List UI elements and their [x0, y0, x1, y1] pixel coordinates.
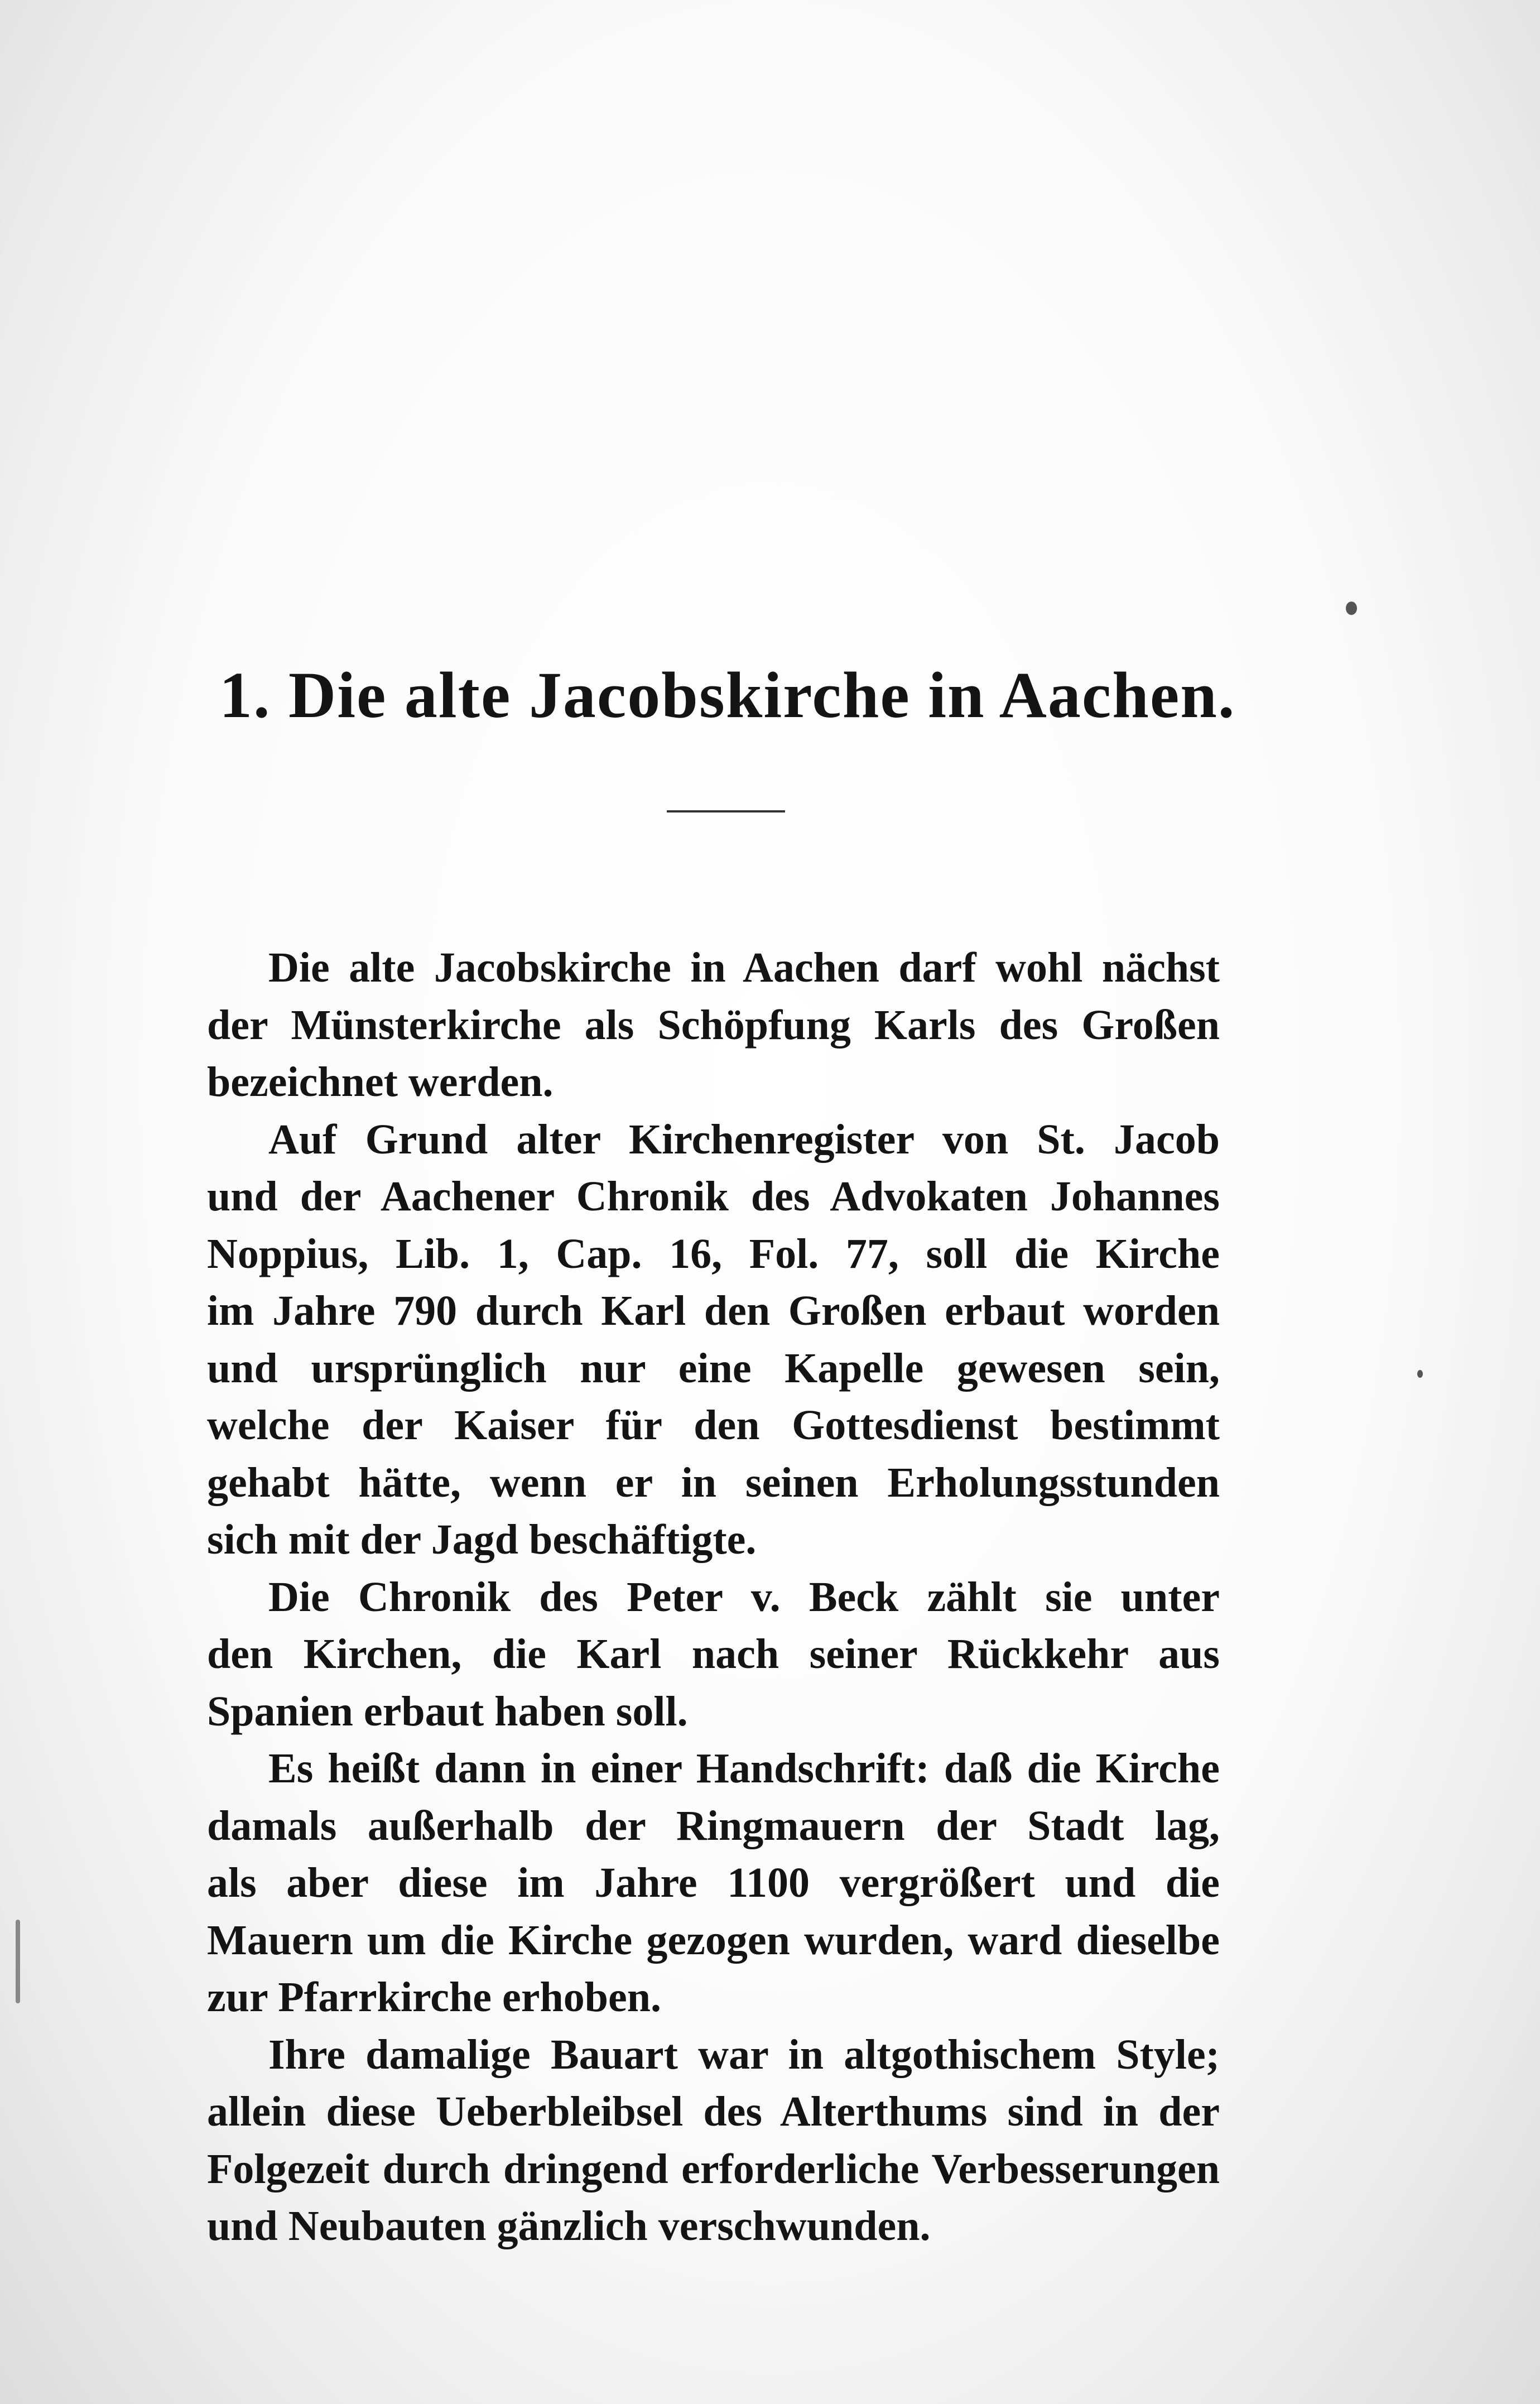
text-line: und der Aachener Chronik des Advokaten Johannes	[207, 1173, 1220, 1220]
text-line: Ihre damalige Bauart war in altgothischem Style;	[268, 2031, 1220, 2078]
text-line: Mauern um die Kirche gezogen wurden, ward dieselbe	[207, 1916, 1220, 1964]
text-line: als aber diese im Jahre 1100 vergrößert und die	[207, 1859, 1220, 1906]
paragraph	[207, 1740, 1220, 2026]
ink-speck	[1346, 602, 1357, 615]
text-line: allein diese Ueberbleibsel des Alterthums sind in der	[207, 2088, 1220, 2135]
text-line: zur Pfarrkirche erhoben.	[207, 1974, 662, 2021]
text-line: der Münsterkirche als Schöpfung Karls des Großen	[207, 1001, 1220, 1049]
text-line: Die Chronik des Peter v. Beck zählt sie unter	[268, 1573, 1220, 1621]
text-line: und ursprünglich nur eine Kapelle gewesen sein,	[207, 1344, 1220, 1392]
paragraph	[207, 939, 1220, 1111]
paragraph	[207, 1569, 1220, 1741]
paragraph	[207, 1111, 1220, 1569]
text-line: Die alte Jacobskirche in Aachen darf wohl nächst	[268, 944, 1220, 991]
text-line: damals außerhalb der Ringmauern der Stadt lag,	[207, 1802, 1220, 1849]
text-line: Auf Grund alter Kirchenregister von St. Jacob	[268, 1116, 1220, 1163]
text-line: bezeichnet werden.	[207, 1059, 554, 1105]
chapter-title: 1. Die alte Jacobskirche in Aachen.	[219, 658, 1236, 732]
text-line: Spanien erbaut haben soll.	[207, 1687, 688, 1735]
text-line: und Neubauten gänzlich verschwunden.	[207, 2203, 931, 2249]
ink-speck	[16, 1920, 20, 2003]
ink-speck	[1417, 1370, 1423, 1378]
text-line: Noppius, Lib. 1, Cap. 16, Fol. 77, soll die Kirche	[207, 1230, 1220, 1277]
text-line: Es heißt dann in einer Handschrift: daß die Kirche	[268, 1745, 1220, 1792]
text-line: gehabt hätte, wenn er in seinen Erholungsstunden	[207, 1459, 1220, 1506]
paragraph	[207, 2026, 1220, 2255]
text-line: den Kirchen, die Karl nach seiner Rückkehr aus	[207, 1631, 1220, 1677]
title-divider	[667, 810, 785, 812]
text-line: sich mit der Jagd beschäftigte.	[207, 1516, 757, 1563]
text-line: im Jahre 790 durch Karl den Großen erbaut worden	[207, 1287, 1220, 1334]
body-text	[207, 939, 1220, 2255]
text-line: welche der Kaiser für den Gottesdienst bestimmt	[207, 1402, 1220, 1449]
text-line: Folgezeit durch dringend erforderliche Verbesserungen	[207, 2145, 1220, 2193]
